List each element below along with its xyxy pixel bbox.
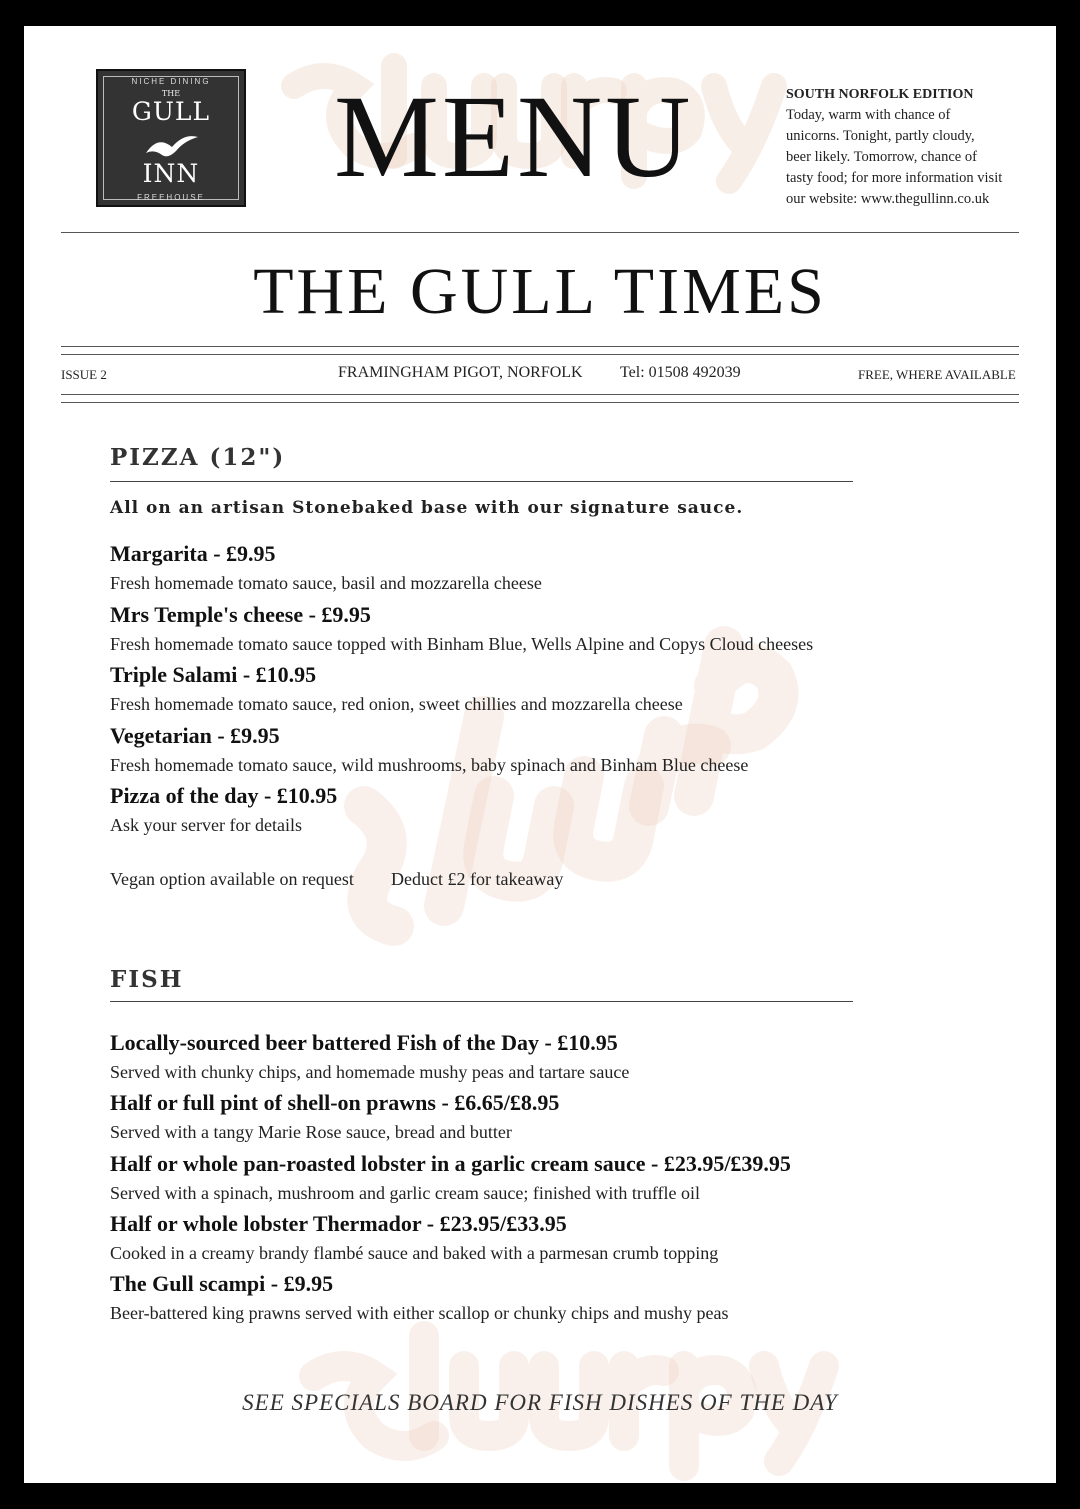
takeaway-note: Deduct £2 for takeaway — [391, 869, 564, 889]
edition-line: beer likely. Tomorrow, chance of — [786, 149, 977, 165]
masthead-tel: Tel: 01508 492039 — [620, 364, 741, 381]
edition-line: Today, warm with chance of — [786, 107, 951, 123]
menu-item-name: Half or whole pan-roasted lobster in a garlic cream sauce - £23.95/£39.95 — [110, 1151, 791, 1176]
issue-number: ISSUE 2 — [61, 367, 107, 382]
edition-line: unicorns. Tonight, partly cloudy, — [786, 128, 975, 144]
fish-section-title: FISH — [110, 966, 184, 993]
logo-top-text: NICHE DINING — [131, 77, 211, 86]
menu-item-desc: Served with a tangy Marie Rose sauce, bread and butter — [110, 1122, 512, 1142]
logo-inn: INN — [142, 159, 200, 188]
menu-item-desc: Cooked in a creamy brandy flambé sauce and baked with a parmesan crumb topping — [110, 1243, 719, 1263]
pizza-section-title: PIZZA (12") — [110, 444, 286, 471]
masthead-title: THE GULL TIMES — [253, 255, 827, 328]
divider — [61, 402, 1019, 403]
menu-item-name: Triple Salami - £10.95 — [110, 662, 317, 687]
menu-item-desc: Served with a spinach, mushroom and garlic cream sauce; finished with truffle oil — [110, 1183, 701, 1203]
menu-item-name: Locally-sourced beer battered Fish of the Day - £10.95 — [110, 1030, 618, 1055]
edition-box — [786, 84, 1031, 210]
divider — [61, 232, 1019, 233]
specials-footer: SEE SPECIALS BOARD FOR FISH DISHES OF THE DAY — [242, 1390, 838, 1415]
menu-item-name: Mrs Temple's cheese - £9.95 — [110, 602, 371, 627]
menu-item-desc: Ask your server for details — [110, 815, 302, 835]
menu-item-name: Margarita - £9.95 — [110, 541, 276, 566]
menu-item-desc: Fresh homemade tomato sauce, basil and mozzarella cheese — [110, 573, 542, 593]
menu-item-desc: Beer-battered king prawns served with either scallop or chunky chips and mushy peas — [110, 1303, 729, 1323]
menu-page — [24, 26, 1056, 1483]
section-divider — [110, 1001, 853, 1002]
seagull-icon — [144, 131, 200, 161]
menu-item-name: Pizza of the day - £10.95 — [110, 783, 338, 808]
divider — [61, 394, 1019, 395]
menu-item-desc: Fresh homemade tomato sauce topped with Binham Blue, Wells Alpine and Copys Cloud cheeses — [110, 634, 814, 654]
vegan-note: Vegan option available on request — [110, 869, 354, 889]
menu-item-desc: Served with chunky chips, and homemade mushy peas and tartare sauce — [110, 1062, 630, 1082]
menu-item-desc: Fresh homemade tomato sauce, wild mushrooms, baby spinach and Binham Blue cheese — [110, 755, 749, 775]
pizza-subtitle: All on an artisan Stonebaked base with our signature sauce. — [110, 498, 744, 518]
menu-title: MENU — [334, 71, 694, 202]
menu-item-name: Vegetarian - £9.95 — [110, 723, 280, 748]
divider — [61, 346, 1019, 347]
masthead-price: FREE, WHERE AVAILABLE — [858, 367, 1016, 382]
divider — [61, 354, 1019, 355]
masthead-location: FRAMINGHAM PIGOT, NORFOLK — [338, 364, 583, 381]
menu-item-name: Half or whole lobster Thermador - £23.95/£33.95 — [110, 1211, 567, 1236]
logo-bottom-text: FREEHOUSE — [137, 193, 205, 202]
edition-line: tasty food; for more information visit — [786, 170, 1003, 186]
menu-item-desc: Fresh homemade tomato sauce, red onion, sweet chillies and mozzarella cheese — [110, 694, 683, 714]
gull-inn-logo — [96, 69, 246, 207]
logo-the: THE — [161, 89, 181, 98]
section-divider — [110, 481, 853, 482]
edition-heading: SOUTH NORFOLK EDITION — [786, 87, 974, 102]
logo-gull: GULL — [131, 97, 211, 126]
menu-item-name: The Gull scampi - £9.95 — [110, 1271, 334, 1296]
edition-line: our website: www.thegullinn.co.uk — [786, 191, 990, 207]
menu-item-name: Half or full pint of shell-on prawns - £6.65/£8.95 — [110, 1090, 560, 1115]
